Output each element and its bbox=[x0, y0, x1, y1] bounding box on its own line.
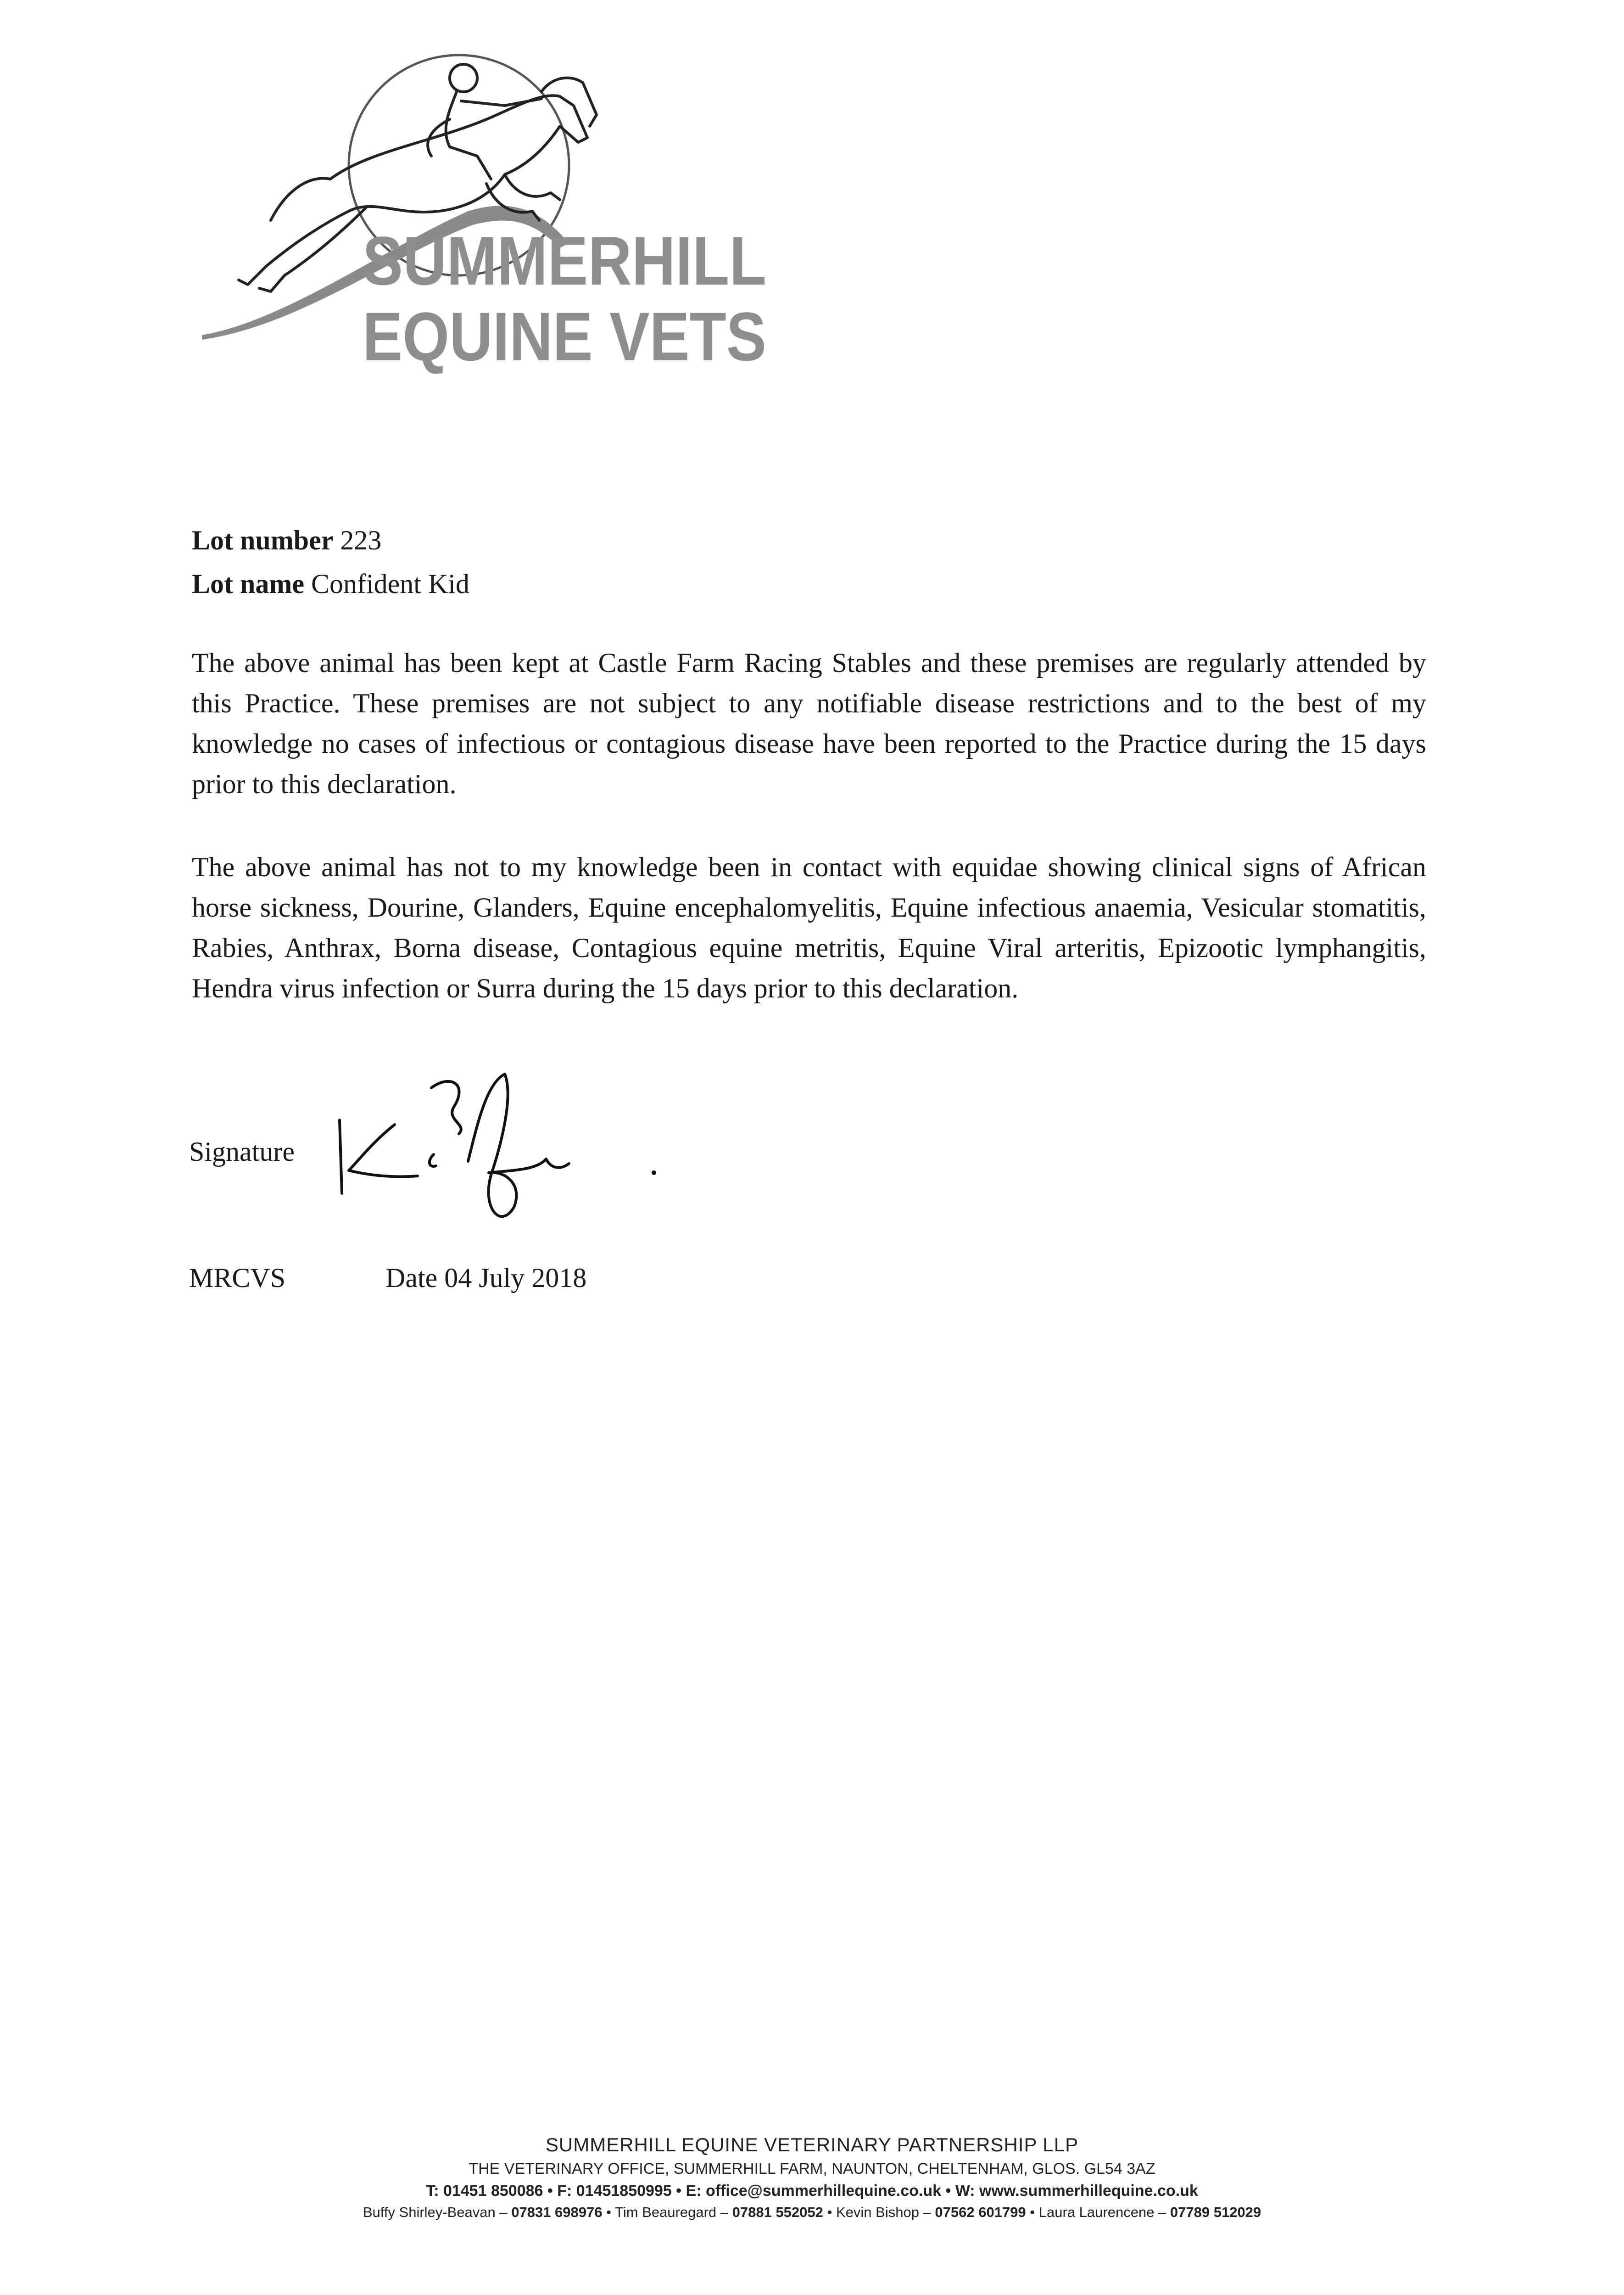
partner-name: Kevin Bishop bbox=[836, 2204, 919, 2220]
lot-name-row bbox=[192, 562, 469, 606]
footer-address: THE VETERINARY OFFICE, SUMMERHILL FARM, NAUNTON, CHELTENHAM, GLOS. GL54 3AZ bbox=[469, 2160, 1155, 2177]
lot-name-value: Confident Kid bbox=[311, 569, 469, 599]
partner-name: Laura Laurencene bbox=[1038, 2204, 1155, 2220]
footer-company: SUMMERHILL EQUINE VETERINARY PARTNERSHIP LLP bbox=[545, 2134, 1079, 2155]
logo-line1: SUMMERHILL bbox=[363, 222, 766, 299]
partner-phone: 07789 512029 bbox=[1170, 2204, 1261, 2220]
lot-details bbox=[192, 519, 469, 606]
declaration-paragraph-premises: The above animal has been kept at Castle Farm Racing Stables and these premises are regularly attended by this Practice. These premises are not subject to any notifiable disease restrictions and to the best of my knowledge no cases of infectious or contagious disease have been reported to the Practice during the 15 days prior to this declaration. bbox=[192, 648, 1426, 799]
lot-number-value: 223 bbox=[340, 525, 382, 555]
partner-phone: 07562 601799 bbox=[935, 2204, 1026, 2220]
lot-name-label: Lot name bbox=[192, 569, 304, 599]
footer-partners: Buffy Shirley-Beavan – 07831 698976 • Tim Beauregard – 07881 552052 • Kevin Bishop – 07562 601799 • Laura Laurencene – 07789 512029 bbox=[363, 2204, 1261, 2220]
partner-name: Tim Beauregard bbox=[615, 2204, 717, 2220]
lot-number-row bbox=[192, 519, 469, 562]
footer-contact: T: 01451 850086 • F: 01451850995 • E: office@summerhillequine.co.uk • W: www.summerhillequine.co.uk bbox=[426, 2182, 1198, 2200]
signature-label: Signature bbox=[189, 1136, 295, 1167]
logo-line2: EQUINE VETS bbox=[363, 298, 766, 375]
partner-phone: 07831 698976 bbox=[511, 2204, 603, 2220]
handwritten-signature bbox=[330, 1056, 679, 1239]
mrcvs-label: MRCVS bbox=[189, 1263, 286, 1293]
declaration-paragraph-contact: The above animal has not to my knowledge been in contact with equidae showing clinical signs of African horse sickness, Dourine, Glanders, Equine encephalomyelitis, Equine infectious anaemia, Vesicular stomatitis, Rabies, Anthrax, Borna disease, Contagious equine metritis, Equine Viral arteritis, Epizootic lymphangitis, Hendra virus infection or Surra during the 15 days prior to this declaration. bbox=[192, 852, 1426, 1003]
partner-phone: 07881 552052 bbox=[732, 2204, 823, 2220]
company-logo bbox=[193, 28, 780, 376]
declaration-date: Date 04 July 2018 bbox=[385, 1263, 587, 1293]
partner-name: Buffy Shirley-Beavan bbox=[363, 2204, 496, 2220]
lot-number-label: Lot number bbox=[192, 525, 334, 555]
letterhead-footer bbox=[0, 2132, 1624, 2223]
